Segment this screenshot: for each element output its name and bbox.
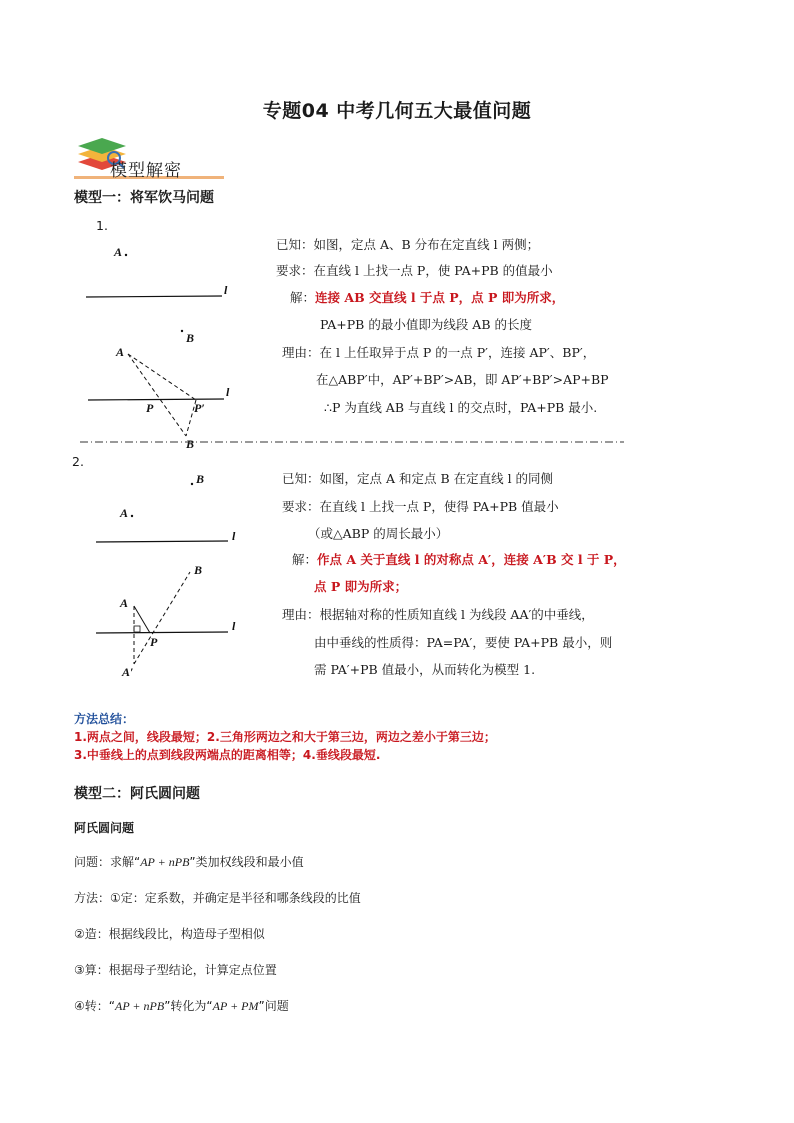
fig1a-label-l: l — [224, 283, 228, 297]
case2-solve-text: 作点 A 关于直线 l 的对称点 A′，连接 A′B 交 l 于 P， — [317, 552, 626, 567]
model2-heading: 模型二：阿氏圆问题 — [74, 786, 200, 802]
fig2a-label-l: l — [232, 529, 236, 543]
model2-problem-suffix: ”类加权线段和最小值 — [189, 855, 304, 869]
summary-line1: 1.两点之间，线段最短；2.三角形两边之和大于第三边，两边之差小于第三边； — [74, 730, 496, 744]
summary-title: 方法总结： — [74, 712, 135, 726]
fig1a-label-A: A — [114, 245, 123, 259]
fig1b-label-B: B — [186, 437, 195, 450]
fig2b-label-A: A — [120, 596, 129, 610]
fig1b-segment-AB — [128, 354, 186, 436]
fig2b-label-l: l — [232, 619, 236, 633]
case2-solve — [292, 551, 626, 569]
model2-step4-expr1: AP + nPB — [114, 999, 165, 1013]
model2-step3: ③算：根据母子型结论，计算定点位置 — [74, 963, 277, 977]
fig1b-segment-AP2 — [128, 354, 196, 400]
fig2a-line-l — [96, 541, 228, 542]
fig2b-segment-AP — [134, 606, 150, 633]
fig1a-point-B — [181, 330, 183, 332]
case1-reason2: 在△ABP′中，AP′+BP′>AB，即 AP′+BP′>AP+BP — [316, 372, 609, 387]
case2-require2: （或△ABP 的周长最小） — [308, 526, 449, 541]
case2-reason2: 由中垂线的性质得：PA=PA′，要使 PA+PB 最小，则 — [314, 635, 613, 650]
case2-reason1: 理由：根据轴对称的性质知直线 l 为线段 AA′的中垂线， — [282, 607, 594, 622]
model2-problem — [74, 853, 304, 870]
model2-step4-suffix: ”问题 — [258, 999, 289, 1013]
model2-problem-prefix: 问题：求解“ — [74, 855, 141, 869]
fig2b-line-l — [96, 632, 228, 633]
fig2a-point-A — [131, 515, 133, 517]
case1-solve-label: 解： — [290, 290, 316, 305]
case1-reason1: 理由：在 l 上任取异于点 P 的一点 P′，连接 AP′、BP′， — [282, 345, 596, 360]
model2-step4-prefix: ④转：“ — [74, 999, 115, 1013]
model1-heading: 模型一：将军饮马问题 — [74, 190, 214, 206]
case2-solve2: 点 P 即为所求； — [314, 579, 408, 594]
case1-number: 1. — [96, 218, 108, 233]
fig2b-segment-A2B — [134, 572, 190, 664]
figure-1a — [76, 236, 246, 346]
case1-require: 要求：在直线 l 上找一点 P，使 PA+PB 的值最小 — [276, 263, 553, 278]
case1-reason3: ∴P 为直线 AB 与直线 l 的交点时，PA+PB 最小. — [324, 400, 598, 415]
fig1a-line-l — [86, 296, 222, 297]
fig2b-label-P: P — [150, 635, 158, 649]
fig1b-label-P: P — [146, 401, 154, 415]
fig2a-point-B — [191, 483, 193, 485]
figure-1b — [76, 340, 246, 450]
fig1b-label-P2: P′ — [194, 401, 205, 415]
fig1b-label-l: l — [226, 385, 230, 399]
fig1b-label-A: A — [116, 345, 125, 359]
case1-known: 已知：如图，定点 A、B 分布在定直线 l 两侧； — [276, 237, 540, 252]
model2-step4-expr2: AP + PM — [212, 999, 259, 1013]
section-divider — [80, 440, 624, 444]
model2-step4 — [74, 997, 289, 1014]
case2-solve-label: 解： — [292, 552, 318, 567]
fig1a-label-B: B — [186, 331, 195, 345]
fig1b-line-l — [88, 399, 224, 400]
case2-known: 已知：如图，定点 A 和定点 B 在定直线 l 的同侧 — [282, 471, 554, 486]
fig2b-label-A2: A′ — [122, 665, 134, 679]
model2-subheading: 阿氏圆问题 — [74, 821, 135, 835]
page-title: 专题04 中考几何五大最值问题 — [262, 100, 532, 122]
model2-method: 方法：①定：定系数，并确定是半径和哪条线段的比值 — [74, 891, 361, 905]
case1-solve — [290, 289, 564, 307]
fig2a-label-B: B — [196, 472, 205, 486]
figure-2a — [86, 466, 256, 556]
case1-solve-text: 连接 AB 交直线 l 于点 P，点 P 即为所求， — [315, 290, 565, 305]
model2-problem-expr: AP + nPB — [140, 855, 190, 869]
fig2b-right-angle-mark — [134, 626, 140, 632]
fig2b-label-B: B — [194, 563, 203, 577]
case2-require: 要求：在直线 l 上找一点 P，使得 PA+PB 值最小 — [282, 499, 559, 514]
case1-solve2: PA+PB 的最小值即为线段 AB 的长度 — [320, 317, 532, 332]
model2-step2: ②造：根据线段比，构造母子型相似 — [74, 927, 265, 941]
fig2a-label-A: A — [120, 506, 129, 520]
banner-label: 模型解密 — [110, 161, 182, 181]
case2-reason3: 需 PA′+PB 值最小，从而转化为模型 1. — [314, 662, 536, 677]
model2-step4-mid: ”转化为“ — [164, 999, 213, 1013]
case2-number: 2. — [72, 454, 84, 469]
summary-line2: 3.中垂线上的点到线段两端点的距离相等；4.垂线段最短. — [74, 748, 381, 762]
figure-2b — [86, 560, 256, 680]
fig1a-point-A — [125, 254, 127, 256]
